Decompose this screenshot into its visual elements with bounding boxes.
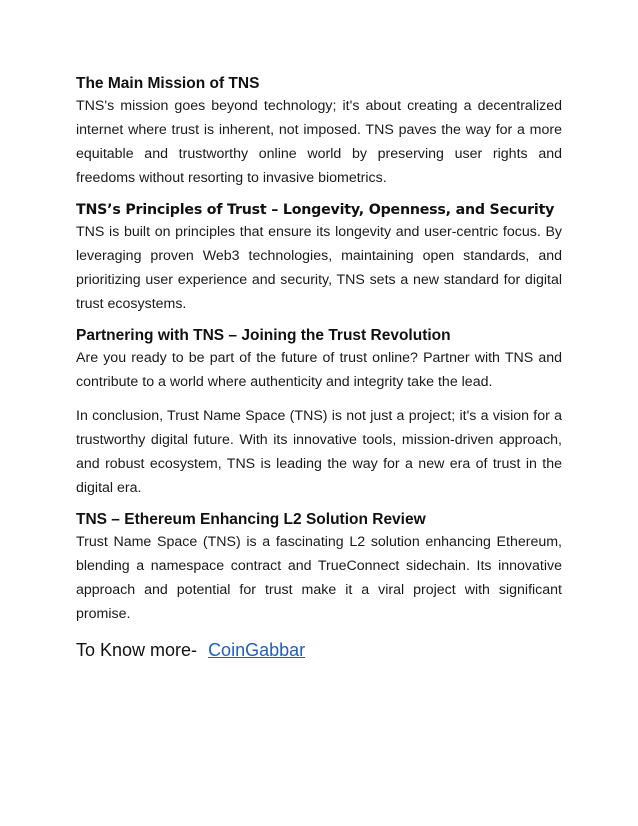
section-heading-partnering: Partnering with TNS – Joining the Trust Revolution xyxy=(76,327,451,344)
section-heading-ethereum-l2: TNS – Ethereum Enhancing L2 Solution Review xyxy=(76,511,426,528)
know-more-line xyxy=(76,640,305,661)
section-paragraph-ethereum-l2: Trust Name Space (TNS) is a fascinating L2 solution enhancing Ethereum, blending a namespace contract and TrueConnect sidechain. Its innovative approach and potential for trust make it a viral project with significant promise. xyxy=(76,534,562,622)
section-paragraph-principles: TNS is built on principles that ensure its longevity and user-centric focus. By leveraging proven Web3 technologies, maintaining open standards, and prioritizing user experience and security, TNS sets a new standard for digital trust ecosystems. xyxy=(76,224,562,312)
know-more-label: To Know more- xyxy=(76,640,198,660)
section-paragraph-conclusion: In conclusion, Trust Name Space (TNS) is not just a project; it's a vision for a trustworthy digital future. With its innovative tools, mission-driven approach, and robust ecosystem, TNS is leading the way for a new era of trust in the digital era. xyxy=(76,408,562,496)
document-body xyxy=(76,74,562,626)
section-heading-main-mission: The Main Mission of TNS xyxy=(76,75,260,92)
section-paragraph-main-mission: TNS's mission goes beyond technology; it's about creating a decentralized internet where trust is inherent, not imposed. TNS paves the way for a more equitable and trustworthy online world by preserving user rights and freedoms without resorting to invasive biometrics. xyxy=(76,98,562,186)
section-paragraph-partnering: Are you ready to be part of the future of trust online? Partner with TNS and contribute to a world where authenticity and integrity take the lead. xyxy=(76,350,562,390)
coingabbar-link[interactable]: CoinGabbar xyxy=(208,640,306,660)
section-heading-principles: TNS’s Principles of Trust – Longevity, Openness, and Security xyxy=(76,202,555,218)
